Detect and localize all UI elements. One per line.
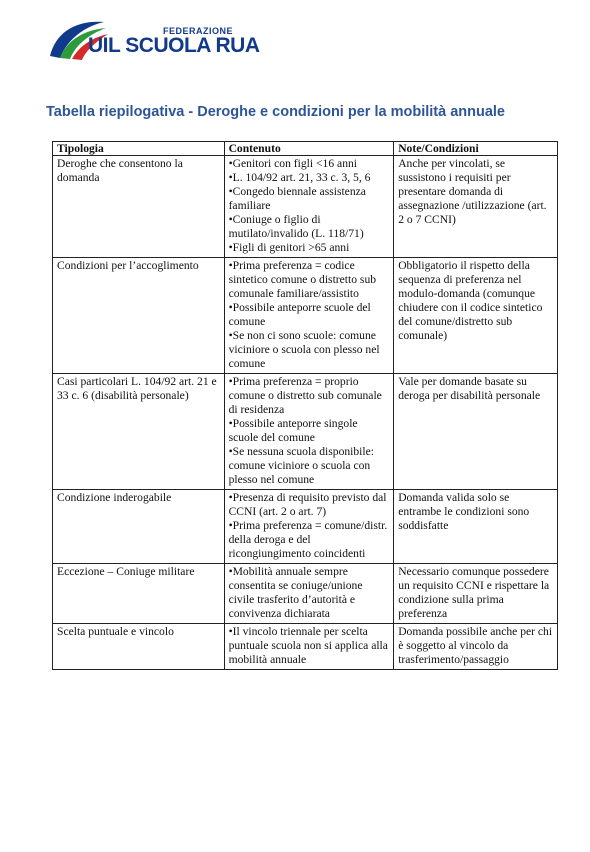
contenuto-item: • Prima preferenza = codice sintetico comune o distretto sub comunale familiare/assistito — [229, 259, 390, 301]
contenuto-item: • Genitori con figli <16 anni — [229, 157, 390, 171]
contenuto-item: • L. 104/92 art. 21, 33 c. 3, 5, 6 — [229, 171, 390, 185]
contenuto-item: • Possibile anteporre scuole del comune — [229, 301, 390, 329]
cell-note: Necessario comunque possedere un requisito CCNI e rispettare la condizione sulla prima preferenza — [394, 564, 558, 624]
table-row — [53, 156, 558, 258]
contenuto-list — [229, 565, 390, 621]
header-tipologia: Tipologia — [53, 142, 225, 156]
cell-note: Anche per vincolati, se sussistono i requisiti per presentare domanda di assegnazione /utilizzazione (art. 2 o 7 CCNI) — [394, 156, 558, 258]
header-contenuto: Contenuto — [224, 142, 394, 156]
summary-table — [52, 141, 558, 670]
contenuto-list — [229, 259, 390, 371]
cell-contenuto — [224, 490, 394, 564]
contenuto-item: • Presenza di requisito previsto dal CCNI (art. 2 o art. 7) — [229, 491, 390, 519]
cell-note: Domanda valida solo se entrambe le condizioni sono soddisfatte — [394, 490, 558, 564]
logo-federazione-text: FEDERAZIONE — [163, 26, 234, 36]
cell-tipologia: Eccezione – Coniuge militare — [53, 564, 225, 624]
cell-note: Domanda possibile anche per chi è soggetto al vincolo da trasferimento/passaggio — [394, 624, 558, 670]
cell-contenuto — [224, 374, 394, 490]
contenuto-item: • Possibile anteporre singole scuole del comune — [229, 417, 390, 445]
cell-tipologia: Casi particolari L. 104/92 art. 21 e 33 c. 6 (disabilità personale) — [53, 374, 225, 490]
contenuto-list — [229, 375, 390, 487]
table-row — [53, 258, 558, 374]
contenuto-list — [229, 157, 390, 255]
cell-contenuto — [224, 624, 394, 670]
table-header-row — [53, 142, 558, 156]
table-row — [53, 374, 558, 490]
cell-note: Vale per domande basate su deroga per disabilità personale — [394, 374, 558, 490]
contenuto-item: • Mobilità annuale sempre consentita se coniuge/unione civile trasferito d’autorità e convivenza dichiarata — [229, 565, 390, 621]
logo-main-text: UIL SCUOLA RUA — [88, 34, 260, 57]
table-row — [53, 564, 558, 624]
contenuto-item: • Se non ci sono scuole: comune viciniore o scuola con plesso nel comune — [229, 329, 390, 371]
contenuto-item: • Se nessuna scuola disponibile: comune viciniore o scuola con plesso nel comune — [229, 445, 390, 487]
cell-tipologia: Condizione inderogabile — [53, 490, 225, 564]
contenuto-item: • Figli di genitori >65 anni — [229, 241, 390, 255]
contenuto-list — [229, 491, 390, 561]
contenuto-list — [229, 625, 390, 667]
contenuto-item: • Coniuge o figlio di mutilato/invalido (L. 118/71) — [229, 213, 390, 241]
cell-tipologia: Scelta puntuale e vincolo — [53, 624, 225, 670]
cell-contenuto — [224, 564, 394, 624]
cell-tipologia: Deroghe che consentono la domanda — [53, 156, 225, 258]
contenuto-item: • Prima preferenza = comune/distr. della deroga e del ricongiungimento coincidenti — [229, 519, 390, 561]
cell-contenuto — [224, 258, 394, 374]
header-note: Note/Condizioni — [394, 142, 558, 156]
contenuto-item: • Il vincolo triennale per scelta puntuale scuola non si applica alla mobilità annuale — [229, 625, 390, 667]
cell-note: Obbligatorio il rispetto della sequenza di preferenza nel modulo-domanda (comunque chiudere con il codice sintetico del comune/distretto sub comunale) — [394, 258, 558, 374]
table-row — [53, 624, 558, 670]
cell-contenuto — [224, 156, 394, 258]
page-title: Tabella riepilogativa - Deroghe e condizioni per la mobilità annuale — [46, 104, 505, 120]
cell-tipologia: Condizioni per l’accoglimento — [53, 258, 225, 374]
contenuto-item: • Prima preferenza = proprio comune o distretto sub comunale di residenza — [229, 375, 390, 417]
contenuto-item: • Congedo biennale assistenza familiare — [229, 185, 390, 213]
table-row — [53, 490, 558, 564]
